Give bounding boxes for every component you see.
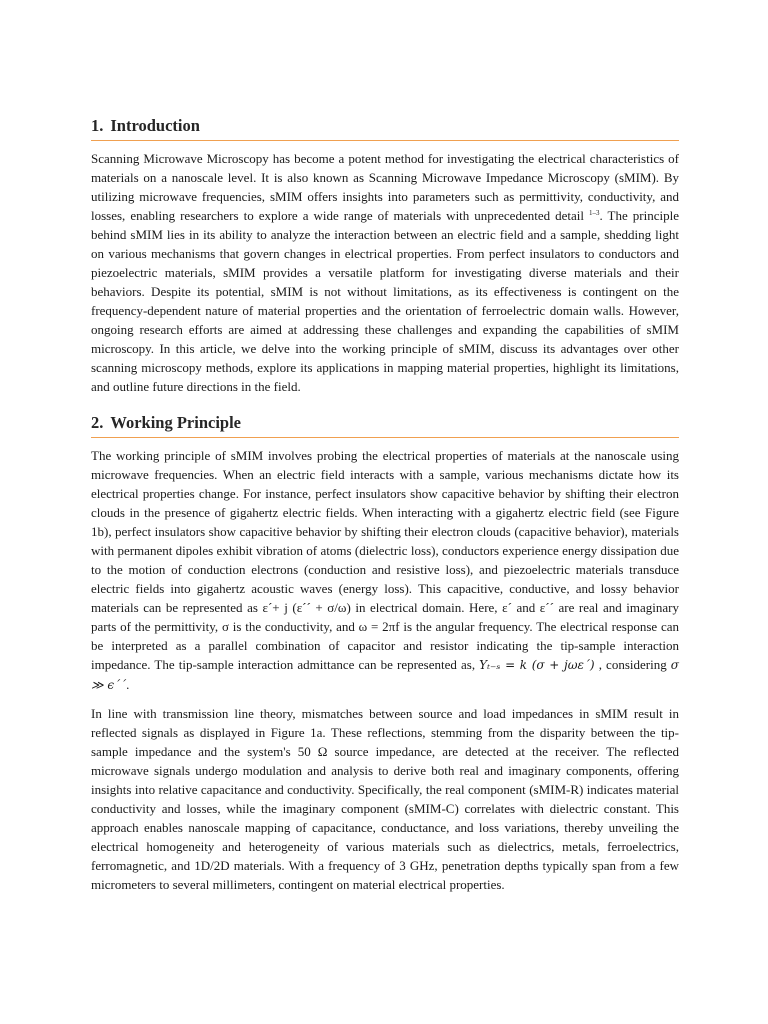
section-title: Working Principle (110, 413, 242, 432)
section-title: Introduction (110, 116, 200, 135)
section-heading-introduction (91, 116, 679, 141)
introduction-paragraph (91, 149, 679, 396)
section-working-principle (91, 413, 679, 894)
section-heading-working-principle (91, 413, 679, 438)
section-introduction (91, 116, 679, 396)
section-number: 1. (91, 116, 104, 135)
working-principle-paragraph-2: In line with transmission line theory, mismatches between source and load impedances in sMIM result in reflected signals as displayed in Figure 1a. These reflections, stemming from the disparity between the tip-sample impedance and the system's 50 Ω source impedance, are detected at the receiver. The reflected microwave signals undergo modulation and analysis to derive both real and imaginary components, offering insights into relative capacitance and conductivity. Specifically, the real component (sMIM-R) indicates material conductivity and losses, while the imaginary component (sMIM-C) correlates with dielectric constant. This approach enables nanoscale mapping of capacitance, conductance, and loss variations, thereby unveiling the electrical homogeneity and heterogeneity of various materials such as dielectrics, metals, ferroelectrics, ferromagnetic, and 1D/2D materials. With a frequency of 3 GHz, penetration depths typically span from a few micrometers to several millimeters, contingent on material electrical properties. (91, 706, 679, 892)
paragraph-text: Scanning Microwave Microscopy has become a potent method for investigating the electrical characteristics of materials on a nanoscale level. It is also known as Scanning Microwave Impedance Microscopy (sMIM). By utilizing microwave frequencies, sMIM offers insights into parameters such as permittivity, conductivity, and losses, enabling researchers to explore a wide range of materials with unprecedented detail (91, 151, 679, 223)
paragraph-text: , considering (594, 657, 671, 672)
document-page (91, 116, 679, 894)
working-principle-paragraph-1 (91, 446, 679, 695)
paragraph-text: . (126, 677, 130, 692)
admittance-formula: Yₜ₋ₛ = k (σ + jωε´) (479, 658, 595, 672)
citation-superscript: 1–3 (589, 209, 600, 217)
paragraph-text: The working principle of sMIM involves probing the electrical properties of materials at the nanoscale using microwave frequencies. When an electric field interacts with a sample, various mechanisms dictate how its electrical properties change. For instance, perfect insulators show capacitive behavior by shifting their electron clouds in the presence of gigahertz electric fields. When interacting with a gigahertz electric field (see Figure 1b), perfect insulators show capacitive behavior by shifting their electron clouds (capacitive behavior), materials with permanent dipoles exhibit vibration of atoms (dielectric loss), conductors experience energy dissipation due to the motion of conduction electrons (conduction and resistive loss), and piezoelectric materials transduce electric fields into gigahertz acoustic waves (energy loss). This capacitive, conductive, and lossy behavior materials can be represented as ε´+ j (ε´´ + σ/ω) in electrical domain. Here, ε´ and ε´´ are real and imaginary parts of the permittivity, σ is the conductivity, and ω = 2πf is the angular frequency. The electrical response can be interpreted as a parallel combination of capacitor and resistor indicating the tip-sample interaction impedance. The tip-sample interaction admittance can be represented as, (91, 448, 679, 672)
condition-formula: σ ≫ ϵ´´ (91, 658, 679, 692)
paragraph-text: . The principle behind sMIM lies in its ability to analyze the interaction between an electric field and a sample, shedding light on various mechanisms that govern changes in electrical properties. From perfect insulators to conductors and piezoelectric materials, sMIM provides a versatile platform for investigating diverse materials and their behaviors. Despite its potential, sMIM is not without limitations, as its effectiveness is contingent on the frequency-dependent nature of material properties and the orientation of ferroelectric domain walls. However, ongoing research efforts are aimed at addressing these challenges and expanding the capabilities of sMIM microscopy. In this article, we delve into the working principle of sMIM, discuss its advantages over other scanning microscopy methods, explore its applications in mapping material properties, highlight its limitations, and outline future directions in the field. (91, 208, 679, 394)
section-number: 2. (91, 413, 104, 432)
